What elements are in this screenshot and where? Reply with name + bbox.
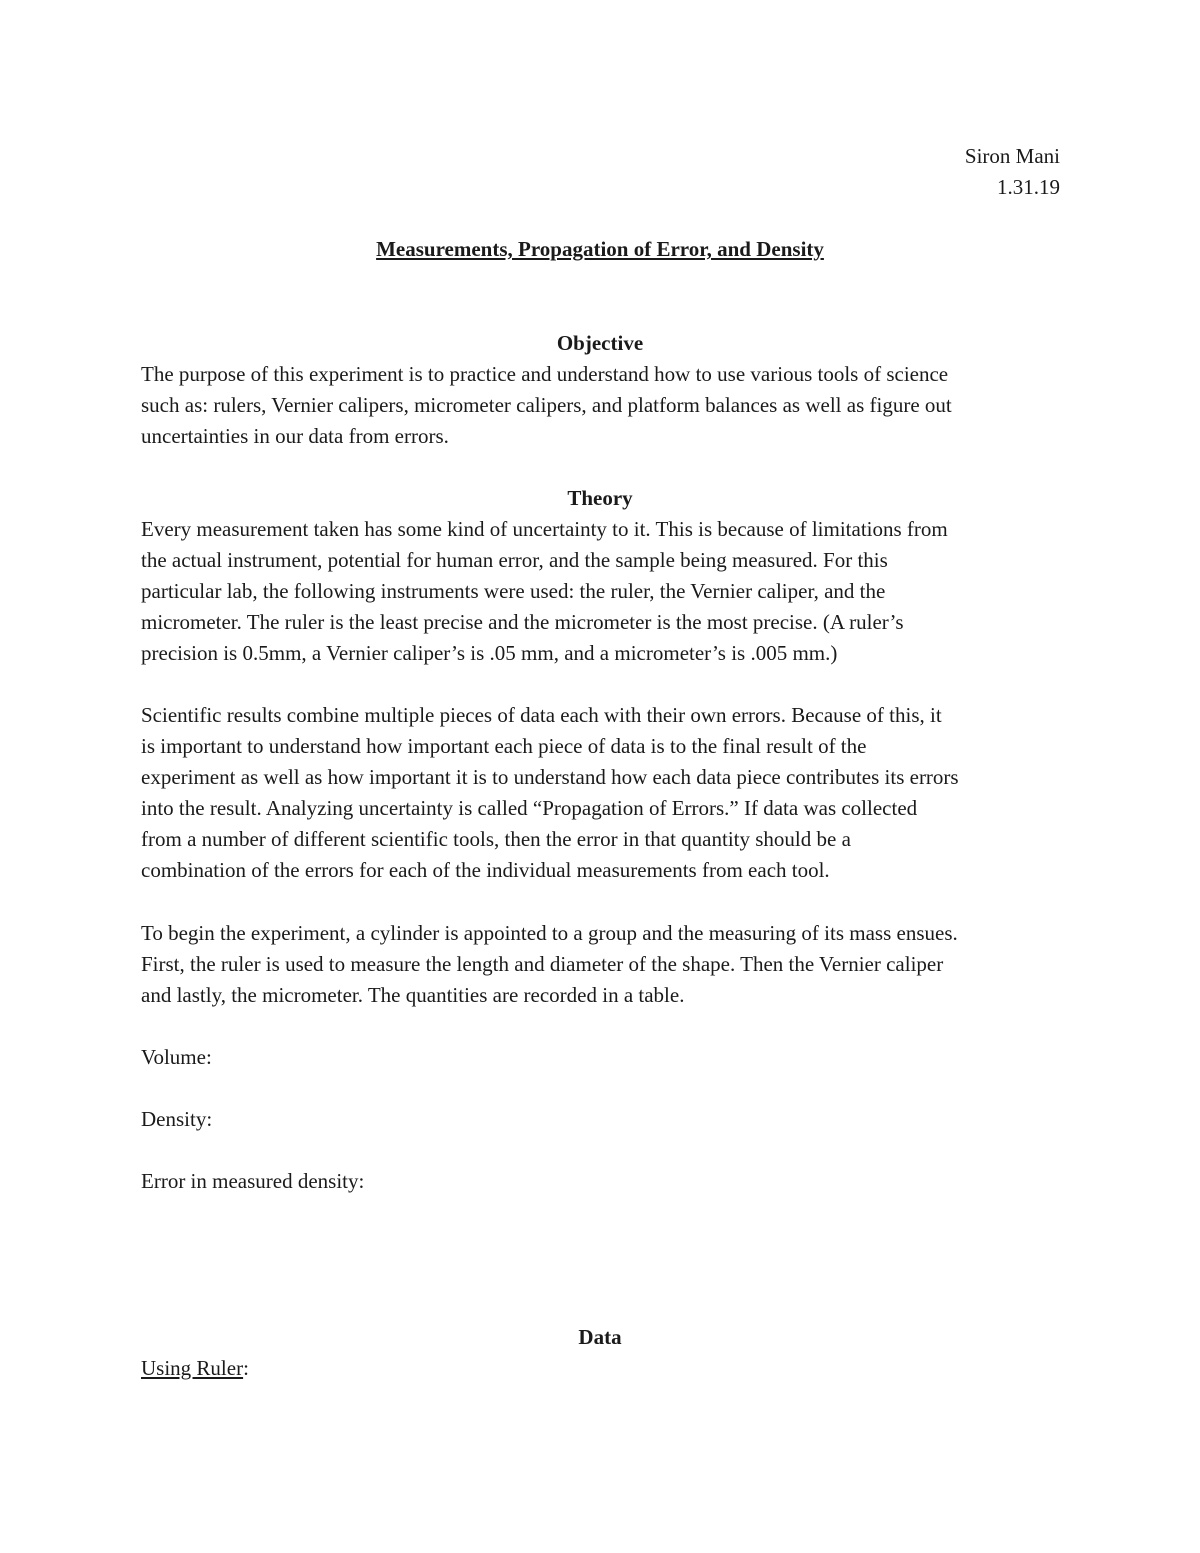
theory-line: from a number of different scientific tools, then the error in that quantity should be a bbox=[141, 827, 851, 851]
using-ruler-colon: : bbox=[243, 1356, 249, 1380]
objective-heading: Objective bbox=[556, 331, 644, 355]
theory-line: the actual instrument, potential for human error, and the sample being measured. For this bbox=[141, 548, 888, 572]
theory-line: particular lab, the following instruments were used: the ruler, the Vernier caliper, and the bbox=[141, 579, 886, 603]
theory-line: First, the ruler is used to measure the length and diameter of the shape. Then the Vernier caliper bbox=[141, 952, 944, 976]
theory-line: combination of the errors for each of the individual measurements from each tool. bbox=[141, 858, 830, 882]
volume-label: Volume: bbox=[141, 1045, 212, 1069]
objective-line: uncertainties in our data from errors. bbox=[141, 424, 449, 448]
objective-line: such as: rulers, Vernier calipers, micrometer calipers, and platform balances as well as figure out bbox=[141, 393, 952, 417]
theory-heading: Theory bbox=[567, 486, 633, 510]
theory-line: into the result. Analyzing uncertainty is called “Propagation of Errors.” If data was collected bbox=[141, 796, 918, 820]
theory-line: Scientific results combine multiple pieces of data each with their own errors. Because of this, it bbox=[141, 703, 942, 727]
data-heading: Data bbox=[578, 1325, 622, 1349]
data-subheading bbox=[141, 1353, 1066, 1384]
theory-line: To begin the experiment, a cylinder is appointed to a group and the measuring of its mass ensues. bbox=[141, 921, 958, 945]
theory-paragraph-3 bbox=[141, 918, 1066, 1011]
theory-paragraph-2 bbox=[141, 700, 1066, 886]
document-title: Measurements, Propagation of Error, and Density bbox=[376, 237, 824, 261]
theory-line: precision is 0.5mm, a Vernier caliper’s is .05 mm, and a micrometer’s is .005 mm.) bbox=[141, 641, 838, 665]
error-in-density-label: Error in measured density: bbox=[141, 1169, 365, 1193]
theory-line: micrometer. The ruler is the least precise and the micrometer is the most precise. (A ruler’s bbox=[141, 610, 904, 634]
theory-line: and lastly, the micrometer. The quantities are recorded in a table. bbox=[141, 983, 685, 1007]
density-label: Density: bbox=[141, 1107, 213, 1131]
author-name: Siron Mani bbox=[964, 144, 1060, 168]
theory-line: Every measurement taken has some kind of uncertainty to it. This is because of limitations from bbox=[141, 517, 948, 541]
using-ruler-label: Using Ruler bbox=[141, 1356, 244, 1380]
objective-line: The purpose of this experiment is to practice and understand how to use various tools of science bbox=[141, 362, 949, 386]
theory-line: experiment as well as how important it is to understand how each data piece contributes its errors bbox=[141, 765, 959, 789]
objective-paragraph bbox=[141, 359, 1066, 452]
theory-line: is important to understand how important each piece of data is to the final result of the bbox=[141, 734, 867, 758]
theory-paragraph-1 bbox=[141, 514, 1066, 669]
document-date: 1.31.19 bbox=[997, 175, 1060, 199]
